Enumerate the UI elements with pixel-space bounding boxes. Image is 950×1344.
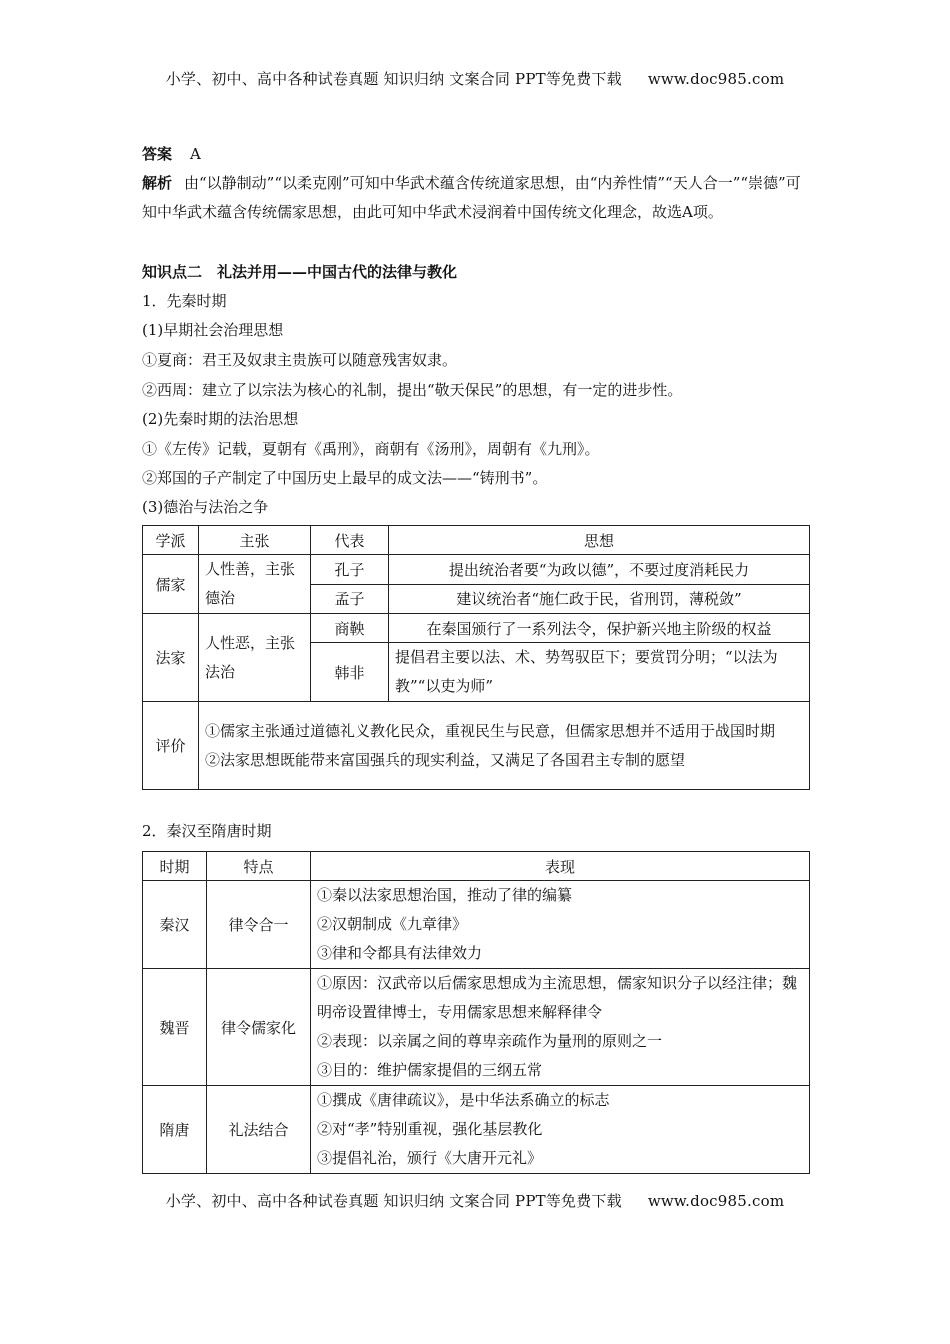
knowledge-point-title: 知识点二 礼法并用——中国古代的法律与教化 <box>142 263 458 281</box>
claim-cell: 人性恶，主张法治 <box>199 614 311 702</box>
representative-cell: 韩非 <box>311 643 389 702</box>
manifestation-item: ③提倡礼治，颁行《大唐开元礼》 <box>317 1149 543 1167</box>
sub2-item: ①《左传》记载，夏朝有《禹刑》，商朝有《汤刑》，周朝有《九刑》。 <box>142 440 600 458</box>
period-cell: 秦汉 <box>143 881 207 969</box>
analysis-paragraph <box>142 169 810 227</box>
header-cell: 主张 <box>199 526 311 555</box>
manifestation-item: ①原因：汉武帝以后儒家思想成为主流思想，儒家知识分子以经注律；魏明帝设置律博士，专用儒家思想来解释律令 <box>317 974 798 1021</box>
manifestation-item: ②汉朝制成《九章律》 <box>317 915 468 933</box>
eval-label-cell: 评价 <box>143 702 199 790</box>
footer-text: 小学、初中、高中各种试卷真题 知识归纳 文案合同 PPT等免费下载 <box>165 1192 622 1210</box>
manifestation-item: ①撰成《唐律疏议》，是中华法系确立的标志 <box>317 1091 610 1109</box>
manifestation-cell <box>311 881 810 969</box>
idea-cell: 在秦国颁行了一系列法令，保护新兴地主阶级的权益 <box>389 614 810 643</box>
table-row <box>143 969 810 1086</box>
table-row <box>143 702 810 790</box>
eval-line: ①儒家主张通过道德礼义教化民众，重视民生与民意，但儒家思想并不适用于战国时期 <box>205 721 776 740</box>
manifestation-item: ②表现：以亲属之间的尊卑亲疏作为量刑的原则之一 <box>317 1032 663 1050</box>
school-cell: 法家 <box>143 614 199 702</box>
answer-label: 答案 <box>142 145 173 163</box>
section1-title: 1．先秦时期 <box>142 292 227 310</box>
manifestation-item: ②对“孝”特别重视，强化基层教化 <box>317 1120 543 1138</box>
manifestation-item: ①秦以法家思想治国，推动了律的编纂 <box>317 886 573 904</box>
eval-content-cell <box>199 702 810 790</box>
claim-cell: 人性善，主张德治 <box>199 555 311 614</box>
header-cell: 思想 <box>389 526 810 555</box>
manifestation-item: ③律和令都具有法律效力 <box>317 944 483 962</box>
period-cell: 隋唐 <box>143 1086 207 1174</box>
header-cell: 特点 <box>207 852 311 881</box>
eval-line: ②法家思想既能带来富国强兵的现实利益，又满足了各国君主专制的愿望 <box>205 750 686 769</box>
sub1-item: ②西周：建立了以宗法为核心的礼制，提出“敬天保民”的思想，有一定的进步性。 <box>142 381 683 399</box>
header-url[interactable]: www.doc985.com <box>647 70 785 88</box>
idea-cell: 建议统治者“施仁政于民，省刑罚，薄税敛” <box>389 584 810 614</box>
representative-cell: 孔子 <box>311 555 389 585</box>
feature-cell: 律令合一 <box>207 881 311 969</box>
table-header-row <box>143 526 810 555</box>
sub1-item: ①夏商：君王及奴隶主贵族可以随意残害奴隶。 <box>142 351 458 369</box>
feature-cell: 礼法结合 <box>207 1086 311 1174</box>
footer-url[interactable]: www.doc985.com <box>647 1192 785 1210</box>
table-row <box>143 555 810 585</box>
school-cell: 儒家 <box>143 555 199 614</box>
table-row <box>143 1086 810 1174</box>
header-cell: 时期 <box>143 852 207 881</box>
manifestation-cell <box>311 1086 810 1174</box>
section2-title: 2．秦汉至隋唐时期 <box>142 822 272 840</box>
representative-cell: 商鞅 <box>311 614 389 643</box>
analysis-text: 由“以静制动”“以柔克刚”可知中华武术蕴含传统道家思想，由“内养性情”“天人合一”“崇德”可知中华武术蕴含传统儒家思想，由此可知中华武术浸润着中国传统文化理念，故选A项。 <box>142 174 801 221</box>
answer-line <box>142 140 810 169</box>
manifestation-item: ③目的：维护儒家提倡的三纲五常 <box>317 1061 543 1079</box>
feature-cell: 律令儒家化 <box>207 969 311 1086</box>
representative-cell: 孟子 <box>311 584 389 614</box>
page-footer <box>0 1190 950 1211</box>
page-header <box>0 68 950 89</box>
header-cell: 学派 <box>143 526 199 555</box>
section1-sub3: (3)德治与法治之争 <box>142 498 269 516</box>
sub2-item: ②郑国的子产制定了中国历史上最早的成文法——“铸刑书”。 <box>142 469 548 487</box>
period-cell: 魏晋 <box>143 969 207 1086</box>
period-table <box>142 851 810 1174</box>
table-row <box>143 614 810 643</box>
section1-sub1: (1)早期社会治理思想 <box>142 321 284 339</box>
analysis-label: 解析 <box>142 174 173 192</box>
section1-sub2: (2)先秦时期的法治思想 <box>142 410 299 428</box>
idea-cell: 提倡君主要以法、术、势驾驭臣下；要赏罚分明；“以法为教”“以吏为师” <box>389 643 810 702</box>
header-text: 小学、初中、高中各种试卷真题 知识归纳 文案合同 PPT等免费下载 <box>165 70 622 88</box>
table-header-row <box>143 852 810 881</box>
table-row <box>143 881 810 969</box>
manifestation-cell <box>311 969 810 1086</box>
header-cell: 表现 <box>311 852 810 881</box>
idea-cell: 提出统治者要“为政以德”，不要过度消耗民力 <box>389 555 810 585</box>
answer-value: A <box>190 145 201 163</box>
header-cell: 代表 <box>311 526 389 555</box>
debate-table <box>142 525 810 790</box>
